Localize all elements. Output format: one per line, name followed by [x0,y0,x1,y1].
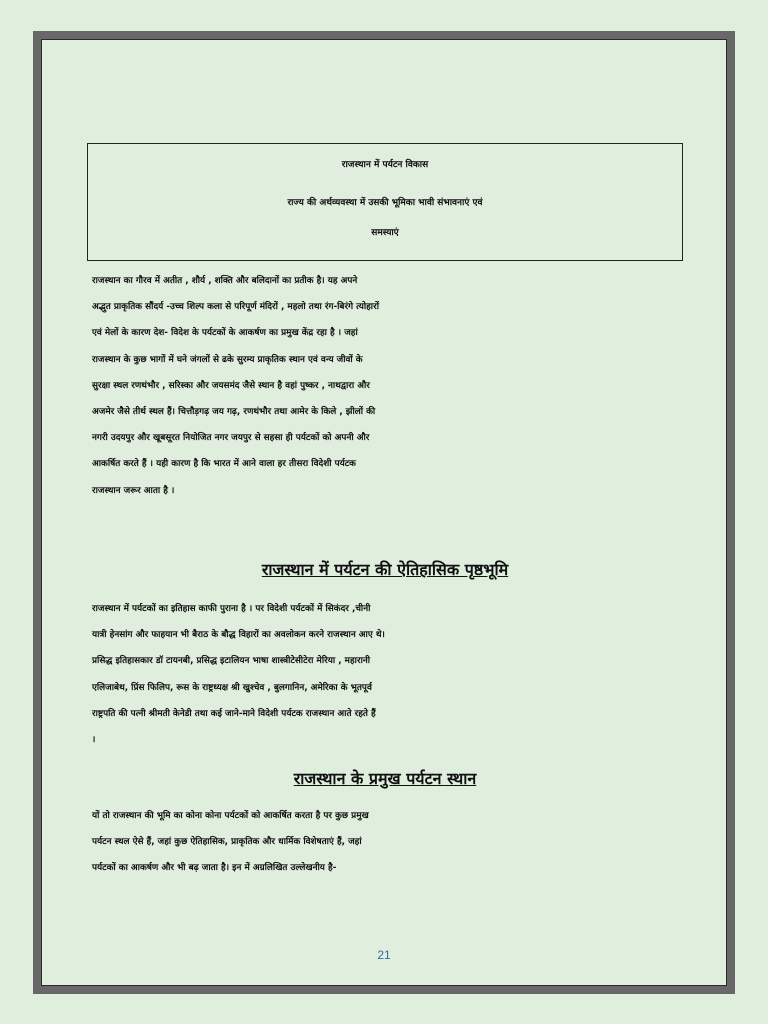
text-line: राष्ट्रपति की पत्नी श्रीमती केनेडी तथा कई जाने-माने विदेशी पर्यटक राजस्थान आते रहते हैं [92,708,376,719]
intro-paragraph [92,268,678,504]
section-heading-places: राजस्थान के प्रमुख पर्यटन स्थान [293,769,477,788]
text-line: राजस्थान में पर्यटकों का इतिहास काफी पुराना है । पर विदेशी पर्यटकों में सिकंदर ,चीनी [92,604,371,614]
text-line: राजस्थान जरूर आता है । [92,485,175,496]
title-box [87,143,683,261]
text-line: पर्यटकों का आकर्षण और भी बढ़ जाता है। इन में अग्रलिखित उल्लेखनीय है- [92,863,337,874]
text-line: राजस्थान का गौरव में अतीत , शौर्य , शक्ति और बलिदानों का प्रतीक है। यह अपने [92,276,358,286]
text-line: आकर्षित करते हैं । यही कारण है कि भारत में आने वाला हर तीसरा विदेशी पर्यटक [92,459,356,470]
text-line: राजस्थान के कुछ भागों में घने जंगलों से ढके सुरम्य प्राकृतिक स्थान एवं वन्य जीवों के [92,354,363,365]
text-line: एवं मेलों के कारण देश- विदेश के पर्यटकों के आकर्षण का प्रमुख केंद्र रहा है । जहां [92,328,358,339]
document-subtitle-cont: समस्याएं [371,228,399,238]
text-line: पर्यटन स्थल ऐसे हैं, जहां कुछ ऐतिहासिक, प्राकृतिक और धार्मिक विशेषताएं हैं, जहां [92,837,362,848]
document-title: राजस्थान में पर्यटन विकास [341,160,429,170]
places-paragraph [92,803,678,882]
text-line: प्रसिद्ध इतिहासकार डॉ टायनबी, प्रसिद्ध इटालियन भाषा शास्त्रीटेसीटेरा मेरिया , महारानी [92,656,371,667]
section-heading-history: राजस्थान में पर्यटन की ऐतिहासिक पृष्ठभूमि [261,560,509,579]
text-line: नगरी उदयपुर और खूबसूरत नियोजित नगर जयपुर से सहसा ही पर्यटकों को अपनी और [92,433,370,444]
document-subtitle: राज्य की अर्थव्यवस्था में उसकी भूमिका भावी संभावनाएं एवं [287,198,483,208]
text-line: एलिजाबेथ, प्रिंस फिलिप, रूस के राष्ट्रध्यक्ष श्री खुश्चेव , बुलगानिन, अमेरिका के भूतपूर्व [92,682,372,693]
text-line: । [92,735,96,746]
text-line: सुरक्षा स्थल रणथंभौर , सरिस्का और जयसमंद जैसे स्थान है वहां पुष्कर , नाथद्वारा और [92,380,370,391]
text-line: अद्भुत प्राकृतिक सौंदर्य -उच्च शिल्प कला से परिपूर्ण मंदिरों , महलो तथा रंग-बिरंगे त्योहारों [92,302,380,313]
text-line: अजमेर जैसे तीर्थ स्थल हैं। चित्तौड़गढ़ जय गढ़, रणथंभौर तथा आमेर के किले , झीलों की [92,407,376,418]
page-number: 21 [377,948,391,962]
text-line: यात्री हेनसांग और फाहयान भी बैराठ के बौद्ध विहारों का अवलोकन करने राजस्थान आए थे। [92,630,385,641]
history-paragraph [92,596,678,753]
text-line: यों तो राजस्थान की भूमि का कोना कोना पर्यटकों को आकर्षित करता है पर कुछ प्रमुख [92,811,369,821]
